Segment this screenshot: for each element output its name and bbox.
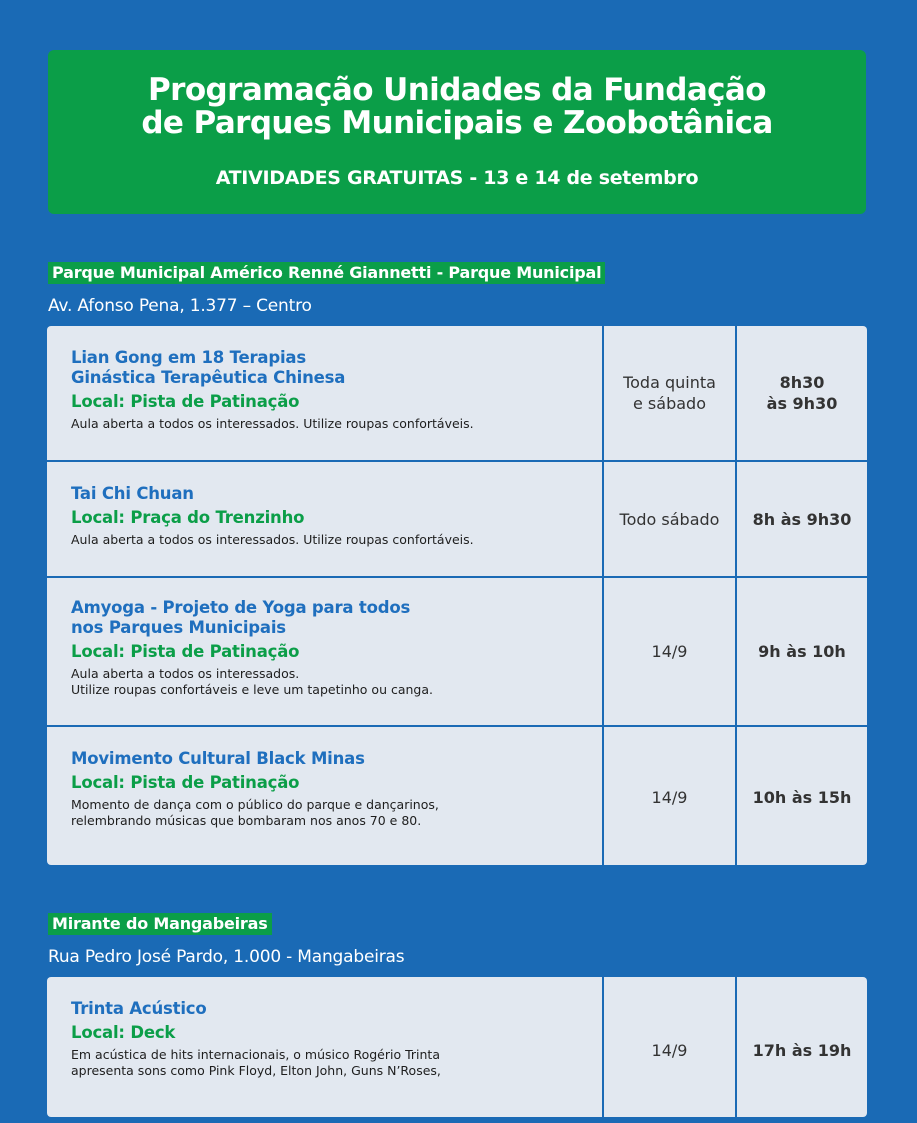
activity-time: 10h às 15h bbox=[752, 787, 852, 807]
activity-time: 17h às 19h bbox=[752, 1040, 852, 1060]
park-name-tag: Mirante do Mangabeiras bbox=[48, 913, 272, 935]
activities-table bbox=[47, 326, 867, 865]
activity-days: 14/9 bbox=[651, 1040, 688, 1060]
activities-table bbox=[47, 977, 867, 1117]
park-address: Rua Pedro José Pardo, 1.000 - Mangabeiras bbox=[48, 947, 405, 967]
activity-days: Todo sábado bbox=[619, 509, 720, 529]
activity-description: Aula aberta a todos os interessados. Utilize roupas confortáveis. bbox=[71, 532, 474, 547]
activity-title: Amyoga - Projeto de Yoga para todos nos Parques Municipais bbox=[71, 598, 411, 637]
activity-title: Tai Chi Chuan bbox=[71, 484, 194, 503]
activity-row bbox=[47, 576, 867, 725]
activity-location: Local: Pista de Patinação bbox=[71, 392, 300, 411]
activity-title: Movimento Cultural Black Minas bbox=[71, 749, 365, 768]
activity-time: 8h às 9h30 bbox=[752, 509, 852, 529]
activity-description: Aula aberta a todos os interessados. Utilize roupas confortáveis e leve um tapetinho ou canga. bbox=[71, 666, 433, 697]
activity-info bbox=[71, 484, 601, 548]
activity-time: 9h às 10h bbox=[758, 642, 846, 661]
page-subtitle: ATIVIDADES GRATUITAS - 13 e 14 de setembro bbox=[215, 167, 699, 189]
activity-row bbox=[47, 326, 867, 460]
activity-time: 8h30 às 9h30 bbox=[766, 373, 838, 413]
activity-location: Local: Praça do Trenzinho bbox=[71, 508, 305, 527]
program-header bbox=[48, 50, 866, 214]
activity-days: 14/9 bbox=[651, 642, 688, 661]
activity-description: Em acústica de hits internacionais, o músico Rogério Trinta apresenta sons como Pink Floyd, Elton John, Guns N’Roses, bbox=[71, 1047, 441, 1078]
activity-info bbox=[71, 999, 601, 1079]
activity-row bbox=[47, 725, 867, 867]
park-name-tag: Parque Municipal Américo Renné Giannetti - Parque Municipal bbox=[48, 262, 605, 284]
park-address: Av. Afonso Pena, 1.377 – Centro bbox=[48, 296, 312, 316]
activity-description: Momento de dança com o público do parque e dançarinos, relembrando músicas que bombaram nos anos 70 e 80. bbox=[71, 797, 439, 828]
activity-info bbox=[71, 348, 601, 432]
activity-location: Local: Pista de Patinação bbox=[71, 642, 300, 661]
activity-title: Lian Gong em 18 Terapias Ginástica Terapêutica Chinesa bbox=[71, 348, 346, 387]
activity-info bbox=[71, 598, 601, 698]
activity-location: Local: Pista de Patinação bbox=[71, 773, 300, 792]
activity-days: 14/9 bbox=[651, 787, 688, 807]
activity-description: Aula aberta a todos os interessados. Utilize roupas confortáveis. bbox=[71, 416, 474, 431]
activity-info bbox=[71, 749, 601, 829]
activity-location: Local: Deck bbox=[71, 1023, 176, 1042]
page-title: Programação Unidades da Fundação de Parques Municipais e Zoobotânica bbox=[141, 72, 773, 141]
activity-title: Trinta Acústico bbox=[71, 999, 207, 1018]
activity-row bbox=[47, 460, 867, 576]
activity-row bbox=[47, 977, 867, 1123]
activity-days: Toda quinta e sábado bbox=[623, 373, 716, 413]
